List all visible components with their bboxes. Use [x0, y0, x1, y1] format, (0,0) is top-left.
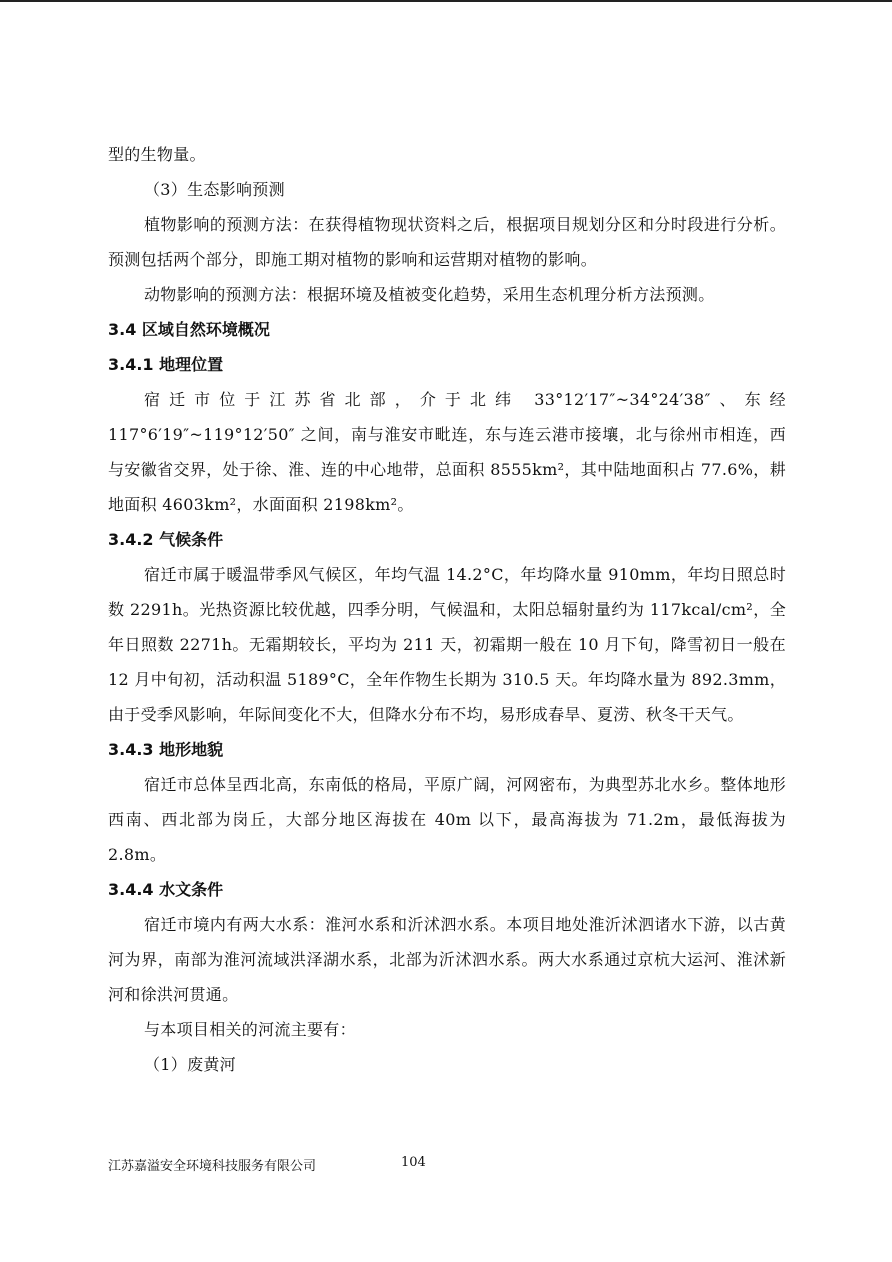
section-heading-3-4-4: 3.4.4 水文条件 — [108, 880, 224, 899]
subheading-ecological-impact-prediction: （3）生态影响预测 — [144, 180, 285, 199]
footer-company-name: 江苏嘉溢安全环境科技服务有限公司 — [108, 1159, 317, 1174]
paragraph-animal-impact-method: 动物影响的预测方法：根据环境及植被变化趋势，采用生态机理分析方法预测。 — [144, 285, 715, 304]
document-body — [108, 137, 786, 1082]
section-heading-3-4: 3.4 区域自然环境概况 — [108, 320, 270, 339]
paragraph-related-rivers: 与本项目相关的河流主要有： — [144, 1020, 356, 1039]
section-heading-3-4-3: 3.4.3 地形地貌 — [108, 740, 224, 759]
paragraph-plant-impact-method: 植物影响的预测方法：在获得植物现状资料之后，根据项目规划分区和分时段进行分析。预测包括两个部分，即施工期对植物的影响和运营期对植物的影响。 — [108, 215, 786, 269]
paragraph-geography: 宿迁市位于江苏省北部，介于北纬 33°12′17″~34°24′38″、东经 117°6′19″~119°12′50″ 之间，南与淮安市毗连，东与连云港市接壤，北与徐州市相连，西与安徽省交界，处于徐、淮、连的中心地带，总面积 8555km²，其中陆地面积占 77.6%，耕地面积 4603km²，水面面积 2198km²。 — [108, 390, 786, 514]
page-number: 104 — [401, 1155, 426, 1170]
list-item-abandoned-yellow-river: （1）废黄河 — [144, 1055, 236, 1074]
paragraph-climate: 宿迁市属于暖温带季风气候区，年均气温 14.2°C，年均降水量 910mm，年均日照总时数 2291h。光热资源比较优越，四季分明，气候温和，太阳总辐射量约为 117kcal/cm²，全年日照数 2271h。无霜期较长，平均为 211 天，初霜期一般在 10 月下旬，降雪初日一般在 12 月中旬初，活动积温 5189°C，全年作物生长期为 310.5 天。年均降水量为 892.3mm，由于受季风影响，年际间变化不大，但降水分布不均，易形成春旱、夏涝、秋冬干天气。 — [108, 565, 786, 724]
header-rule — [0, 0, 892, 2]
paragraph-topography: 宿迁市总体呈西北高，东南低的格局，平原广阔，河网密布，为典型苏北水乡。整体地形西南、西北部为岗丘，大部分地区海拔在 40m 以下，最高海拔为 71.2m，最低海拔为 2.8m。 — [108, 775, 786, 864]
section-heading-3-4-1: 3.4.1 地理位置 — [108, 355, 224, 374]
paragraph-hydrology: 宿迁市境内有两大水系：淮河水系和沂沭泗水系。本项目地处淮沂沭泗诸水下游，以古黄河为界，南部为淮河流域洪泽湖水系，北部为沂沭泗水系。两大水系通过京杭大运河、淮沭新河和徐洪河贯通。 — [108, 915, 786, 1004]
section-heading-3-4-2: 3.4.2 气候条件 — [108, 530, 224, 549]
paragraph-biomass-end: 型的生物量。 — [108, 145, 206, 164]
